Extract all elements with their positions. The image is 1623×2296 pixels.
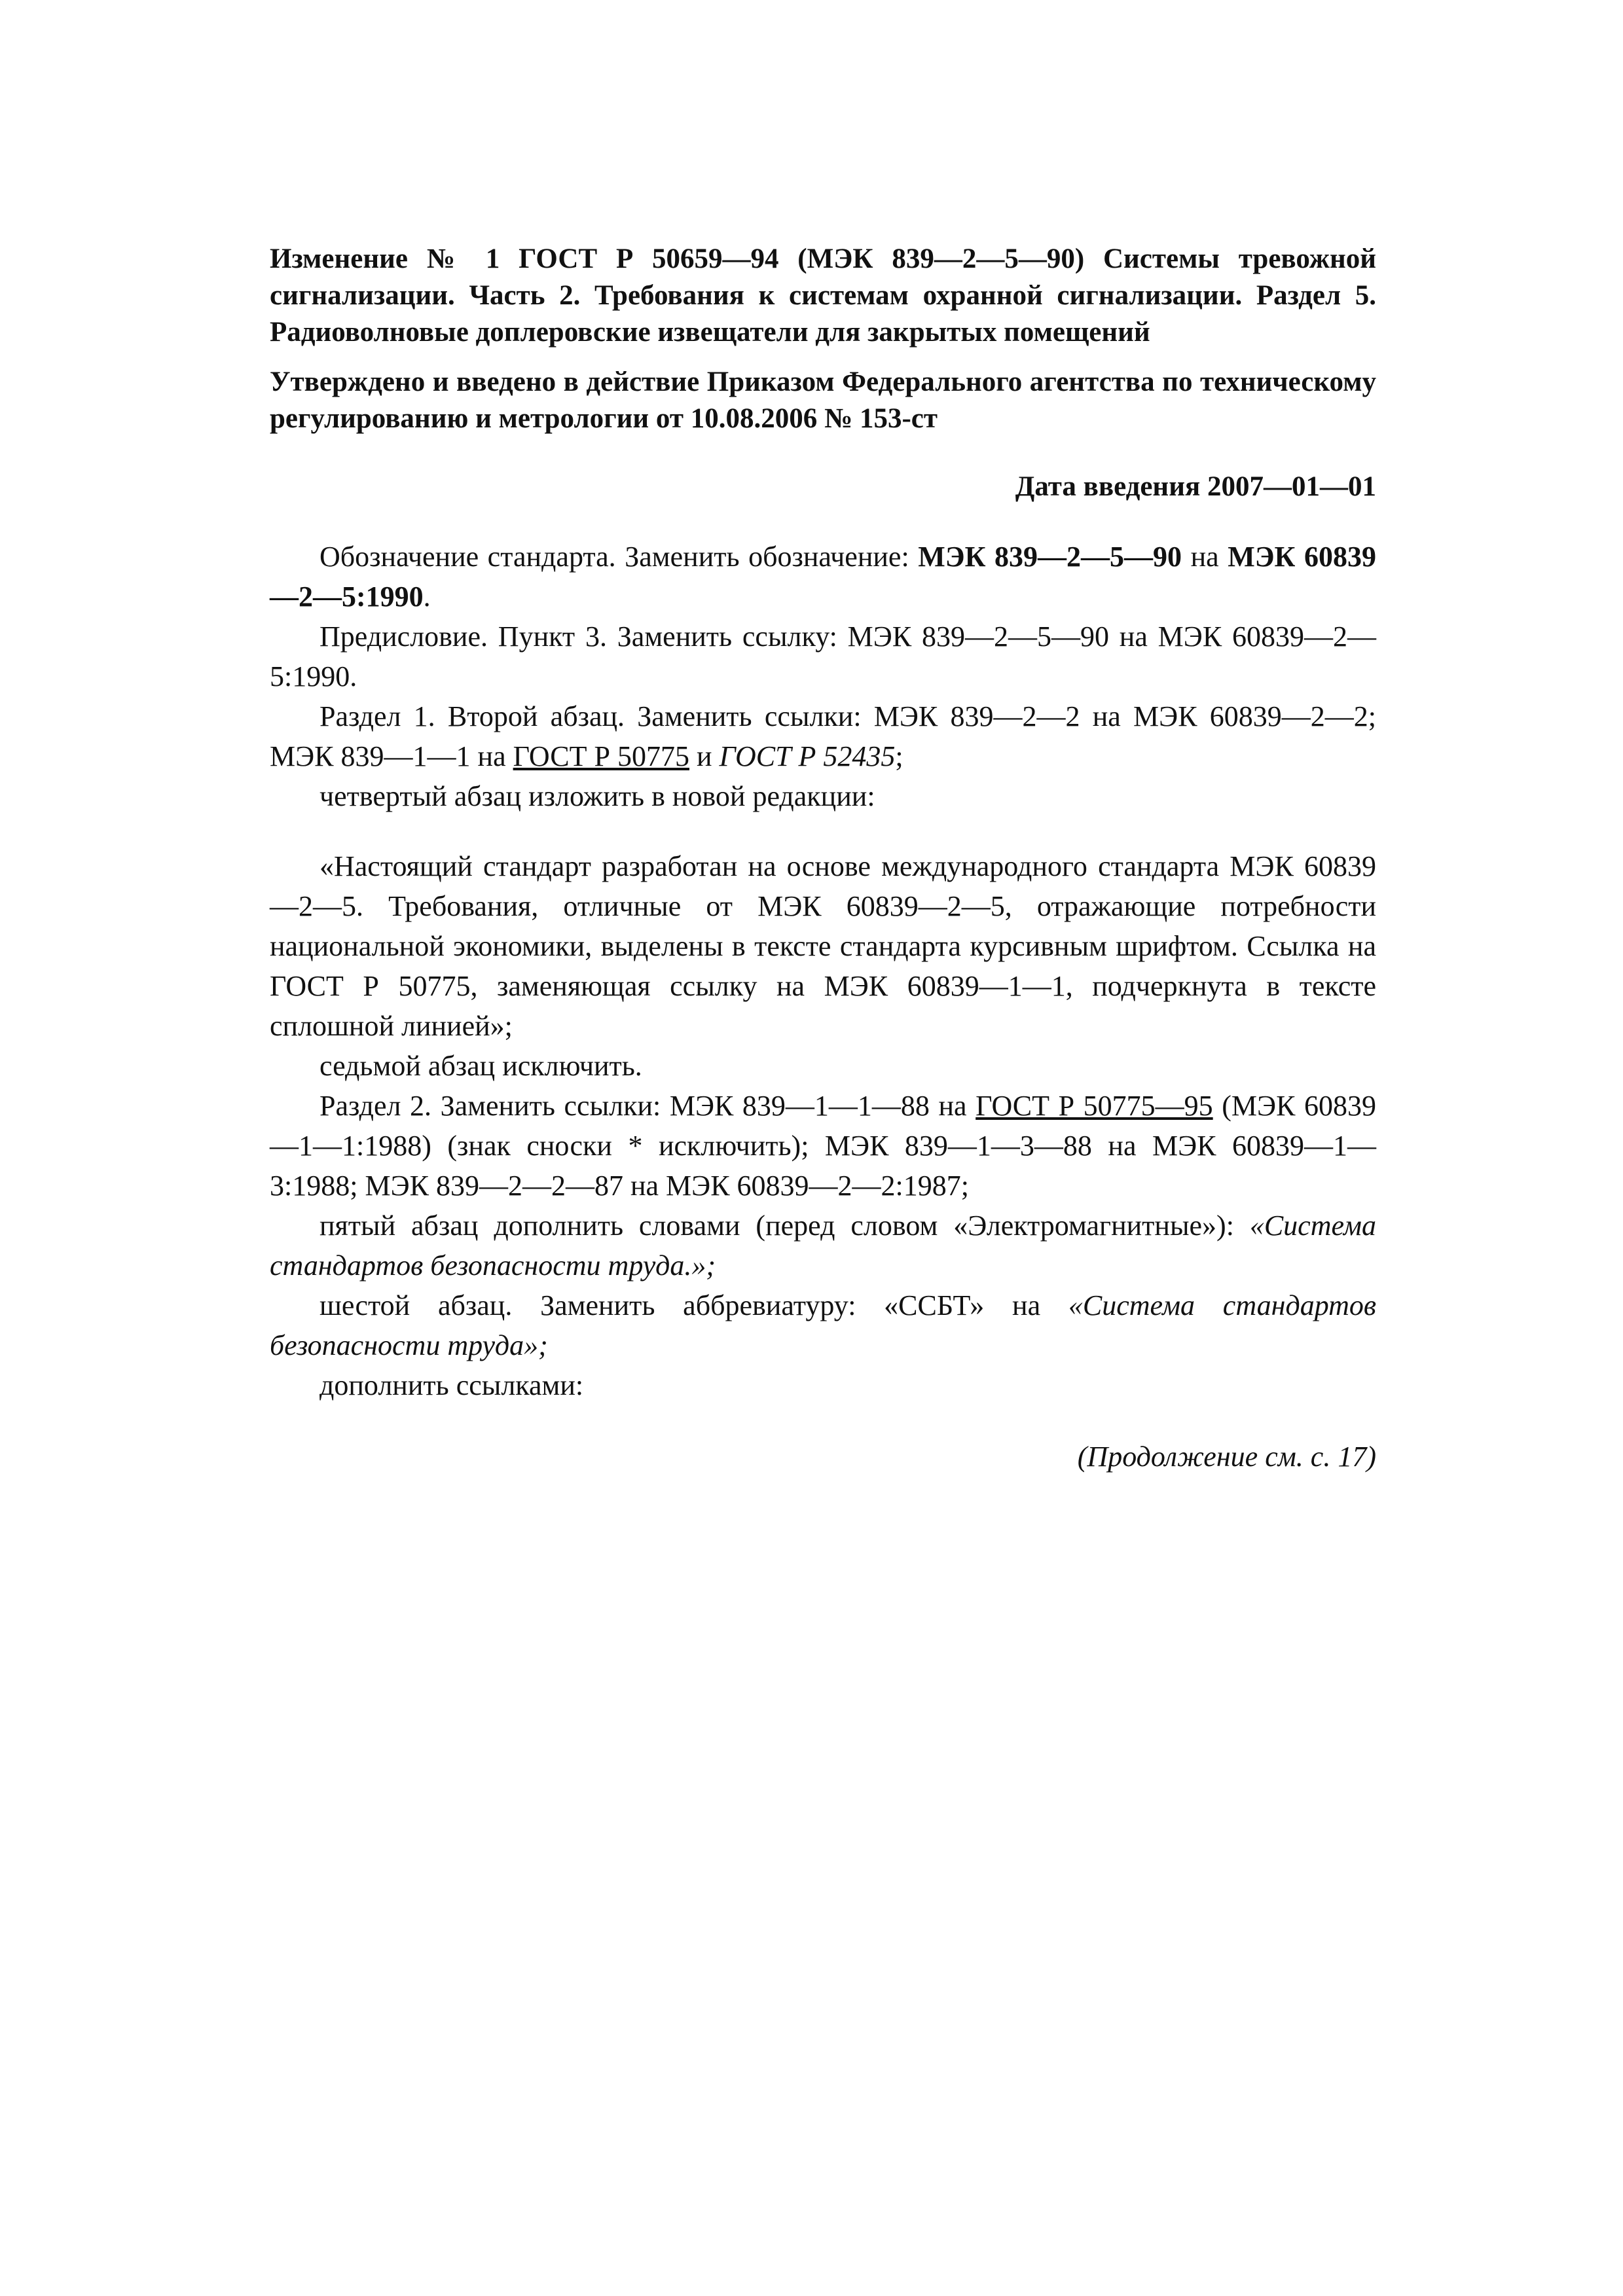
- paragraph-text: (МЭК 60839—1—1:1988) (знак сноски * исключить); МЭК 839—1—3—88 на МЭК 60839—1—3:1988; МЭК 839—2—2—87 на МЭК 60839—2—2:1987;: [270, 1090, 1376, 1202]
- paragraph-text: ;: [895, 740, 903, 772]
- new-designation: МЭК 60839—2—5:1990: [270, 541, 1376, 613]
- underlined-reference: ГОСТ Р 50775: [513, 740, 689, 772]
- paragraph-text: пятый абзац дополнить словами (перед словом «Электромагнитные»):: [319, 1210, 1250, 1242]
- paragraph-fourth-para: четвертый абзац изложить в новой редакции:: [319, 780, 875, 812]
- paragraph-text: Раздел 1. Второй абзац. Заменить ссылки: МЭК 839—2—2 на МЭК 60839—2—2; МЭК 839—1—1 на: [270, 700, 1376, 772]
- paragraph-text: шестой абзац. Заменить аббревиатуру: «ССБТ» на: [319, 1289, 1068, 1321]
- quoted-new-text: «Настоящий стандарт разработан на основе международного стандарта МЭК 60839—2—5. Требования, отличные от МЭК 60839—2—5, отражающие потребности национальной экономики, выделены в тексте стандарта курсивным шрифтом. Ссылка на ГОСТ Р 50775, заменяющая ссылку на МЭК 60839—1—1, подчеркнута в тексте сплошной линией»;: [270, 850, 1376, 1042]
- paragraph-fifth-para: [270, 1206, 1376, 1285]
- paragraph-seventh-para: седьмой абзац исключить.: [319, 1050, 642, 1082]
- italic-replacement: «Система стандартов безопасности труда»;: [270, 1289, 1377, 1361]
- old-designation: МЭК 839—2—5—90: [918, 541, 1182, 573]
- italic-addition: «Система стандартов безопасности труда.»;: [270, 1210, 1376, 1282]
- underlined-reference: ГОСТ Р 50775—95: [976, 1090, 1213, 1122]
- paragraph-text: Обозначение стандарта. Заменить обозначение:: [319, 541, 919, 573]
- document-page: [270, 241, 1376, 1477]
- document-title: Изменение № 1 ГОСТ Р 50659—94 (МЭК 839—2—5—90) Системы тревожной сигнализации. Часть 2. Требования к системам охранной сигнализации. Раздел 5. Радиоволновые доплеровские извещатели для закрытых помещений: [270, 243, 1376, 348]
- effective-date: Дата введения 2007—01—01: [1015, 471, 1376, 502]
- italic-reference: ГОСТ Р 52435: [719, 740, 896, 772]
- paragraph-text: Раздел 2. Заменить ссылки: МЭК 839—1—1—88 на: [319, 1090, 976, 1122]
- continuation-note: (Продолжение см. с. 17): [1077, 1441, 1376, 1473]
- paragraph-section-2: [270, 1086, 1376, 1206]
- paragraph-add-references: дополнить ссылками:: [319, 1369, 584, 1401]
- paragraph-text: .: [423, 581, 431, 613]
- paragraph-sixth-para: [270, 1285, 1376, 1365]
- approval-statement: Утверждено и введено в действие Приказом Федерального агентства по техническому регулированию и метрологии от 10.08.2006 № 153-ст: [270, 367, 1376, 434]
- paragraph-text: и: [689, 740, 720, 772]
- paragraph-text: на: [1182, 541, 1228, 573]
- paragraph-section-1: [270, 696, 1376, 776]
- paragraph-foreword: Предисловие. Пункт 3. Заменить ссылку: МЭК 839—2—5—90 на МЭК 60839—2—5:1990.: [270, 620, 1376, 692]
- paragraph-designation: [270, 537, 1376, 617]
